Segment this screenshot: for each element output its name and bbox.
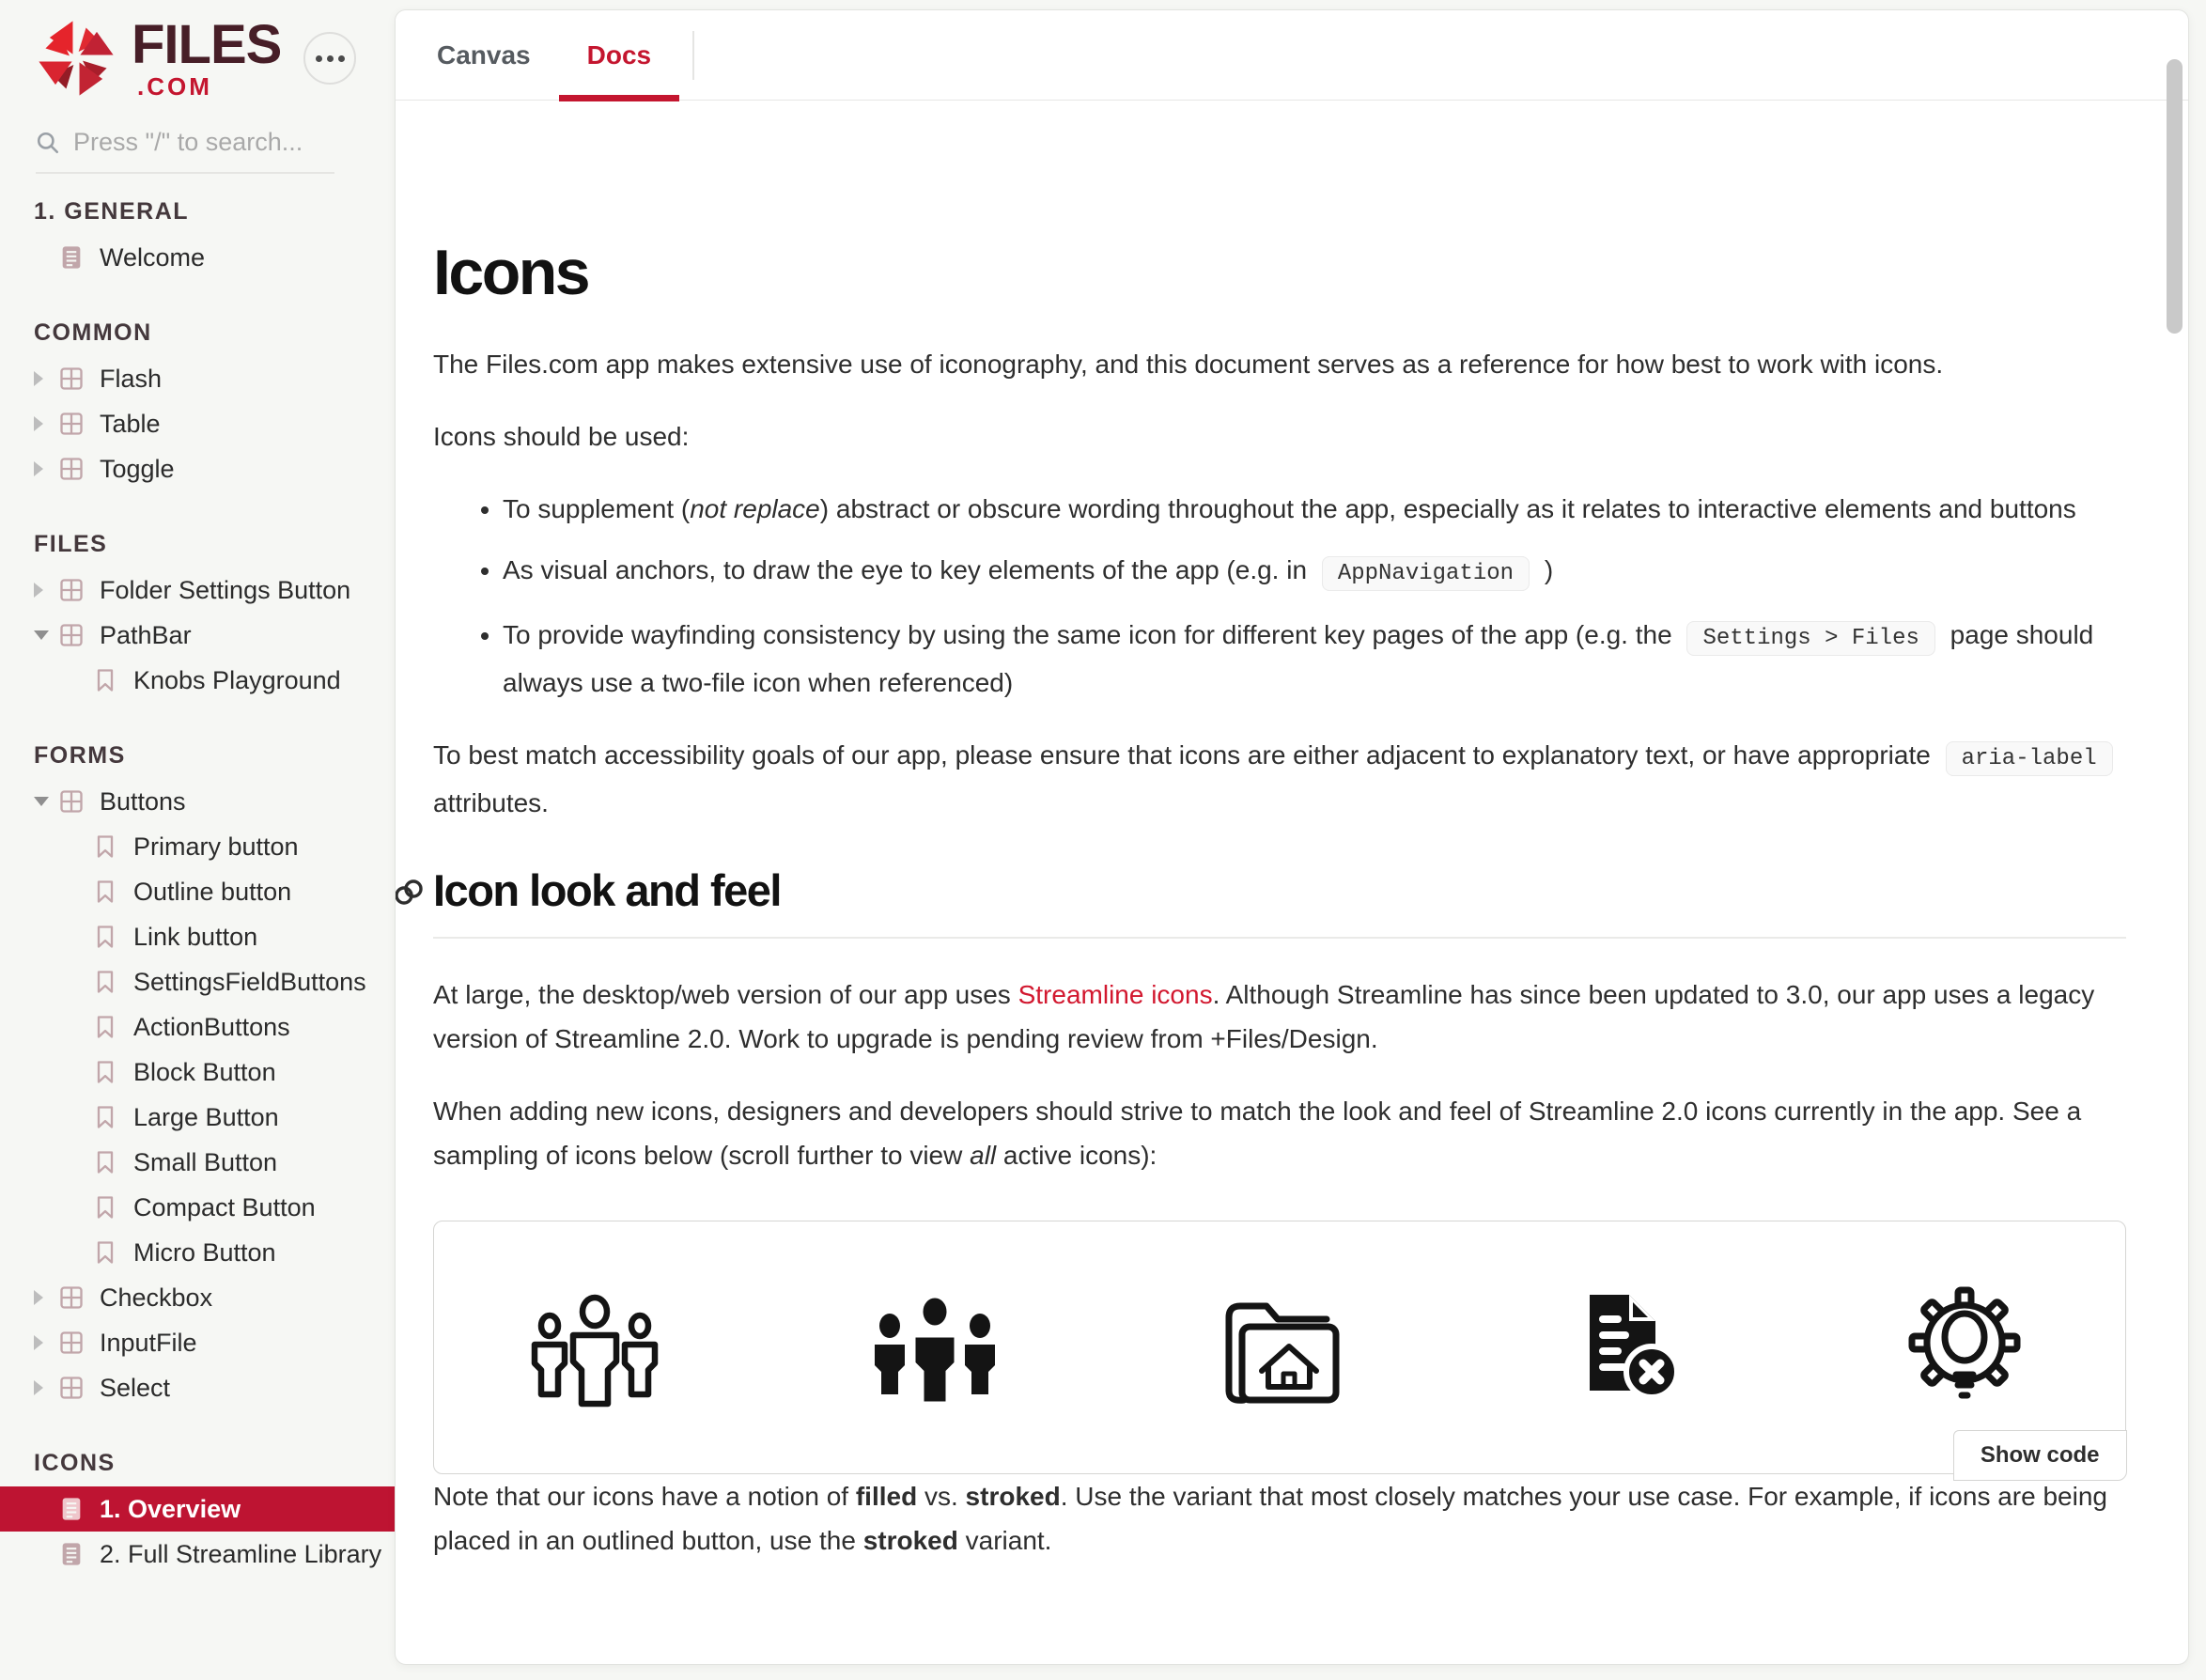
component-icon [58, 1283, 86, 1312]
component-icon [58, 787, 86, 816]
note-paragraph: Note that our icons have a notion of filled vs. stroked. Use the variant that most closely matches your use case. For example, if icons are being placed in an outlined button, use the stroked variant. [433, 1482, 2107, 1555]
sidebar-item-label: Micro Button [133, 1237, 276, 1267]
chevron-right-icon[interactable] [34, 1380, 58, 1395]
tab-canvas[interactable]: Canvas [437, 39, 531, 70]
sidebar-item-label: Link button [133, 922, 258, 951]
chevron-right-icon[interactable] [34, 461, 58, 476]
sidebar-item-label: Folder Settings Button [100, 575, 351, 604]
usage-lead: Icons should be used: [433, 422, 690, 451]
anchor-link-icon[interactable] [396, 876, 426, 910]
sidebar-item-1-overview[interactable] [0, 1486, 395, 1532]
doc-icon [58, 243, 86, 272]
sidebar-item-table[interactable] [0, 401, 395, 446]
usage-list-item: • To provide wayfinding consistency by using the same icon for different key pages of the app (e.g. the Settings > Files page should always use a two-file icon when referenced) [503, 613, 2126, 705]
sidebar-item-label: Flash [100, 364, 163, 393]
component-icon [58, 410, 86, 438]
story-icon [92, 1193, 120, 1221]
doc-icon [58, 1495, 86, 1523]
sidebar-item-outline-button[interactable] [0, 869, 395, 914]
inline-code-chip: AppNavigation [1322, 556, 1530, 591]
sidebar-item-label: Select [100, 1373, 171, 1402]
tab-separator [692, 31, 694, 80]
search-icon [36, 131, 60, 155]
story-icon [92, 666, 120, 694]
chevron-down-icon[interactable] [34, 630, 58, 640]
sidebar-menu-button[interactable] [303, 32, 356, 85]
story-icon [92, 923, 120, 951]
story-icon [92, 878, 120, 906]
files-logo[interactable] [34, 14, 282, 101]
sidebar-item-micro-button[interactable] [0, 1230, 395, 1275]
gear-lightbulb-stroked-icon [1894, 1277, 2035, 1418]
component-icon [58, 1329, 86, 1357]
show-code-button[interactable]: Show code [1953, 1430, 2127, 1481]
story-icon [92, 968, 120, 996]
docs-content [396, 100, 2188, 1664]
icon-sample-preview [433, 1221, 2126, 1474]
streamline-icons-link[interactable]: Streamline icons [1018, 980, 1213, 1009]
tab-docs[interactable]: Docs [559, 10, 679, 100]
users-filled-icon [864, 1282, 1005, 1413]
component-icon [58, 1374, 86, 1402]
preview-panel [395, 9, 2189, 1665]
sidebar-item-label: 2. Full Streamline Library [100, 1539, 382, 1568]
sidebar-item-actionbuttons[interactable] [0, 1004, 395, 1050]
sidebar-item-settingsfieldbuttons[interactable] [0, 959, 395, 1004]
usage-list-item: • To supplement (not replace) abstract or obscure wording throughout the app, especially as it relates to interactive elements and buttons [503, 487, 2126, 531]
page-title: Icons [433, 237, 589, 308]
sidebar-item-buttons[interactable] [0, 779, 395, 824]
chevron-right-icon[interactable] [34, 1290, 58, 1305]
sidebar-item-inputfile[interactable] [0, 1320, 395, 1365]
look-feel-paragraph-1: At large, the desktop/web version of our app uses Streamline icons. Although Streamline has since been updated to 3.0, our app uses a legacy version of Streamline 2.0. Work to upgrade is pending review from +Files/Design. [433, 980, 2095, 1053]
sidebar-item-label: Table [100, 409, 161, 438]
sidebar-item-label: Outline button [133, 877, 292, 906]
search-input[interactable] [36, 128, 334, 174]
sidebar-section-header: FILES [34, 531, 108, 557]
inline-code-chip: aria-label [1946, 741, 2113, 776]
sidebar-item-label: Toggle [100, 454, 175, 483]
accessibility-paragraph: To best match accessibility goals of our app, please ensure that icons are either adjacent to explanatory text, or have appropriate aria-label attributes. [433, 733, 2126, 825]
sidebar-item-label: PathBar [100, 620, 192, 649]
sidebar-nav [0, 198, 395, 1577]
sidebar-item-select[interactable] [0, 1365, 395, 1410]
story-icon [92, 832, 120, 861]
sidebar-item-label: Knobs Playground [133, 665, 341, 694]
sidebar-item-label: Primary button [133, 832, 299, 861]
folder-home-stroked-icon [1204, 1282, 1355, 1413]
files-pinwheel-icon [34, 17, 118, 100]
sidebar-item-welcome[interactable] [0, 235, 395, 280]
sidebar-section-header: 1. GENERAL [34, 198, 190, 225]
chevron-right-icon[interactable] [34, 1335, 58, 1350]
chevron-down-icon[interactable] [34, 797, 58, 806]
logo-text [132, 14, 282, 101]
sidebar-item-link-button[interactable] [0, 914, 395, 959]
story-icon [92, 1103, 120, 1131]
file-remove-filled-icon [1554, 1282, 1695, 1413]
chevron-right-icon[interactable] [34, 416, 58, 431]
component-icon [58, 621, 86, 649]
section-title: Icon look and feel [433, 868, 2126, 939]
component-icon [58, 455, 86, 483]
sidebar-item-label: Small Button [133, 1147, 278, 1176]
chevron-right-icon[interactable] [34, 583, 58, 598]
sidebar-item-label: SettingsFieldButtons [133, 967, 366, 996]
sidebar-item-primary-button[interactable] [0, 824, 395, 869]
sidebar-item-label: Buttons [100, 786, 186, 816]
ellipsis-icon [316, 55, 322, 62]
story-icon [92, 1148, 120, 1176]
chevron-right-icon[interactable] [34, 371, 58, 386]
sidebar-item-label: Large Button [133, 1102, 279, 1131]
look-feel-paragraph-2: When adding new icons, designers and developers should strive to match the look and feel of Streamline 2.0 icons currently in the app. See a sampling of icons below (scroll further to view all active icons): [433, 1097, 2082, 1170]
doc-icon [58, 1540, 86, 1568]
sidebar-item-label: Checkbox [100, 1283, 213, 1312]
intro-paragraph: The Files.com app makes extensive use of iconography, and this document serves as a reference for how best to work with icons. [433, 350, 1944, 379]
sidebar-item-label: 1. Overview [100, 1494, 241, 1523]
brand-row [0, 14, 395, 101]
component-icon [58, 576, 86, 604]
sidebar-section-header: ICONS [34, 1450, 116, 1476]
sidebar-section-header: FORMS [34, 742, 126, 769]
sidebar-section-header: COMMON [34, 319, 152, 346]
sidebar-item-large-button[interactable] [0, 1095, 395, 1140]
inline-code-chip: Settings > Files [1686, 621, 1934, 656]
sidebar-item-folder-settings-button[interactable] [0, 568, 395, 613]
sidebar-item-flash[interactable] [0, 356, 395, 401]
scrollbar-thumb[interactable] [2167, 59, 2183, 334]
sidebar-item-label: Compact Button [133, 1192, 316, 1221]
sidebar-item-2-full-streamline-library[interactable] [0, 1532, 395, 1577]
tab-bar [396, 10, 2188, 101]
logo-tld: .COM [137, 72, 212, 101]
sidebar-item-knobs-playground[interactable] [0, 658, 395, 703]
sidebar-item-label: ActionButtons [133, 1012, 290, 1041]
sidebar-item-small-button[interactable] [0, 1140, 395, 1185]
usage-list [433, 487, 2126, 705]
story-icon [92, 1013, 120, 1041]
logo-word: FILES [132, 14, 282, 75]
sidebar [0, 0, 395, 1680]
sidebar-item-toggle[interactable] [0, 446, 395, 491]
users-stroked-icon [524, 1282, 665, 1413]
sidebar-item-block-button[interactable] [0, 1050, 395, 1095]
story-icon [92, 1058, 120, 1086]
sidebar-item-pathbar[interactable] [0, 613, 395, 658]
component-icon [58, 365, 86, 393]
sidebar-item-label: InputFile [100, 1328, 197, 1357]
sidebar-item-label: Block Button [133, 1057, 276, 1086]
sidebar-item-checkbox[interactable] [0, 1275, 395, 1320]
usage-list-item: • As visual anchors, to draw the eye to key elements of the app (e.g. in AppNavigation ) [503, 548, 2126, 596]
sidebar-item-compact-button[interactable] [0, 1185, 395, 1230]
story-icon [92, 1238, 120, 1267]
search-placeholder: Press "/" to search... [73, 128, 303, 156]
sidebar-item-label: Welcome [100, 242, 206, 272]
